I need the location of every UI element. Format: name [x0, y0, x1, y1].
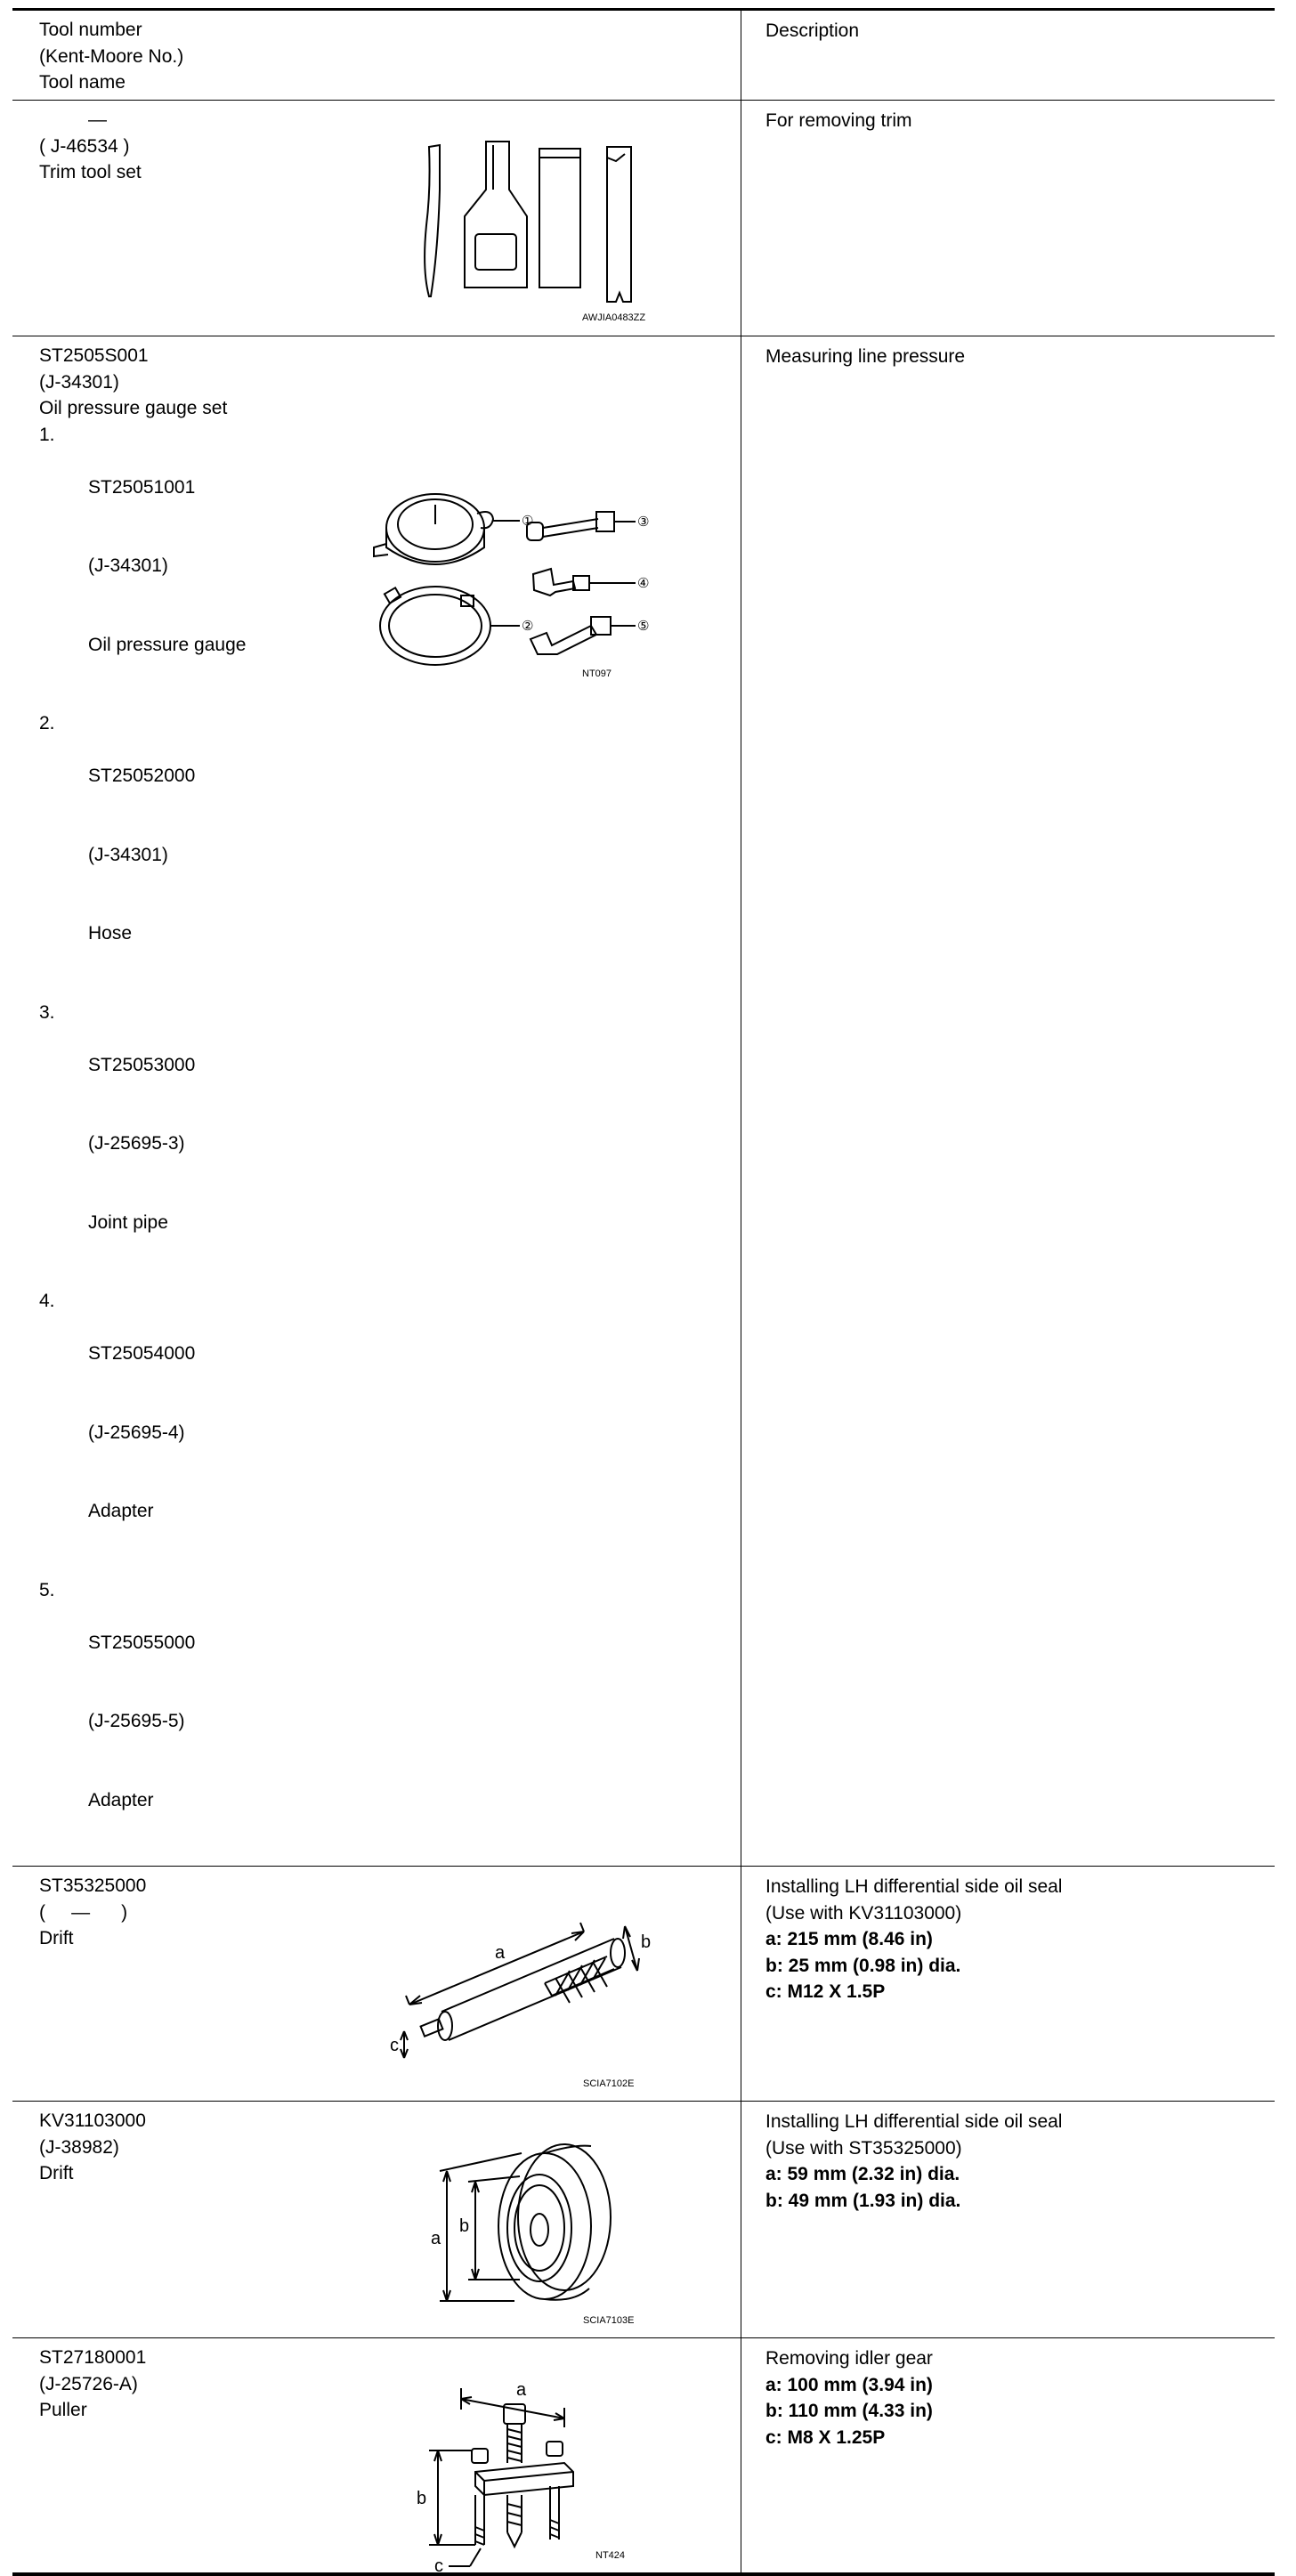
table-row [12, 336, 1275, 1867]
spec-c: c: M12 X 1.5P [765, 1981, 886, 2002]
description-note: (Use with ST35325000) [765, 2137, 962, 2159]
tool-name: Drift [39, 1928, 74, 1948]
table-row [12, 2102, 1275, 2338]
list-item [39, 1000, 741, 1289]
special-service-tools-table [12, 8, 1275, 2576]
description-cell [741, 2102, 1276, 2338]
tool-number: ST2505S001 [39, 345, 149, 366]
oil-pressure-gauge-illustration [369, 492, 707, 685]
figure-code: SCIA7102E [583, 2078, 635, 2089]
part-tool-number: ST25055000 [88, 1632, 196, 1653]
part-kent-moore: (J-34301) [88, 555, 168, 576]
dim-label-b: b [641, 1932, 652, 1952]
trim-tool-illustration [404, 136, 689, 337]
spec-c: c: M8 X 1.25P [765, 2426, 886, 2448]
part-number-index: 3. [39, 1001, 55, 1023]
figure-code: NT424 [595, 2550, 626, 2561]
drift-disc-illustration [431, 2128, 653, 2329]
tool-name: Drift [39, 2163, 74, 2183]
description-text: Measuring line pressure [765, 346, 966, 367]
dim-label-a: a [431, 2229, 441, 2248]
kent-moore-number: ( J-46534 ) [39, 135, 130, 157]
kent-moore-number: (J-38982) [39, 2136, 119, 2158]
callout-5: ⑤ [637, 618, 650, 634]
list-item [39, 1288, 741, 1577]
part-name: Hose [88, 923, 133, 944]
table-header-row [12, 10, 1275, 101]
header-kent-moore: (Kent-Moore No.) [39, 45, 184, 67]
spec-a: a: 100 mm (3.94 in) [765, 2374, 933, 2395]
tool-name: Puller [39, 2400, 87, 2420]
dim-label-a: a [495, 1943, 506, 1963]
tool-cell [12, 336, 741, 1867]
dim-label-b: b [417, 2489, 427, 2508]
description-text: Installing LH differential side oil seal [765, 2111, 1063, 2132]
kent-moore-number: (J-34301) [39, 371, 119, 393]
tool-cell [12, 101, 741, 336]
part-kent-moore: (J-25695-5) [88, 1711, 185, 1731]
list-item [39, 710, 741, 1000]
tool-number: ST27180001 [39, 2347, 147, 2368]
kent-moore-number: (J-25726-A) [39, 2373, 138, 2394]
part-tool-number: ST25052000 [88, 766, 196, 786]
part-number-index: 4. [39, 1291, 55, 1311]
description-text: Removing idler gear [765, 2348, 933, 2369]
list-item [39, 1577, 741, 1867]
tool-name: Trim tool set [39, 162, 142, 182]
drift-illustration [390, 1907, 689, 2090]
figure-code: NT097 [582, 668, 612, 679]
callout-3: ③ [637, 514, 650, 530]
figure-code: AWJIA0483ZZ [582, 312, 646, 323]
tool-cell [12, 2102, 741, 2338]
header-description-cell [741, 10, 1276, 101]
description-cell [741, 1867, 1276, 2102]
part-tool-number: ST25051001 [88, 476, 196, 498]
spec-a: a: 59 mm (2.32 in) dia. [765, 2164, 960, 2184]
description-text: For removing trim [765, 110, 912, 131]
dim-label-c: c [434, 2556, 443, 2576]
description-note: (Use with KV31103000) [765, 1902, 962, 1924]
description-cell [741, 336, 1276, 1867]
callout-4: ④ [637, 575, 650, 591]
dim-label-c: c [390, 2036, 399, 2055]
callout-1: ① [522, 513, 534, 529]
dim-label-a: a [516, 2380, 527, 2400]
tool-cell [12, 2338, 741, 2574]
header-description: Description [765, 20, 860, 41]
part-kent-moore: (J-25695-3) [88, 1133, 185, 1154]
table-row [12, 2338, 1275, 2574]
tool-number: ST35325000 [39, 1875, 147, 1896]
header-tool-name: Tool name [39, 72, 126, 93]
spec-b: b: 49 mm (1.93 in) dia. [765, 2190, 961, 2211]
part-kent-moore: (J-34301) [88, 844, 168, 865]
description-text: Installing LH differential side oil seal [765, 1876, 1063, 1897]
description-cell [741, 2338, 1276, 2574]
part-kent-moore: (J-25695-4) [88, 1422, 185, 1443]
header-tool-number: Tool number [39, 20, 142, 40]
spec-b: b: 110 mm (4.33 in) [765, 2401, 933, 2421]
table-row [12, 1867, 1275, 2102]
dim-label-b: b [459, 2216, 470, 2236]
part-number-index: 1. [39, 424, 55, 445]
figure-code: SCIA7103E [583, 2315, 635, 2326]
part-name: Joint pipe [88, 1211, 168, 1233]
part-tool-number: ST25054000 [88, 1343, 196, 1364]
puller-illustration [417, 2374, 627, 2576]
part-name: Adapter [88, 1789, 154, 1810]
tool-number: KV31103000 [39, 2110, 146, 2131]
description-cell [741, 101, 1276, 336]
tool-name: Oil pressure gauge set [39, 398, 228, 418]
spec-a: a: 215 mm (8.46 in) [765, 1929, 933, 1949]
part-name: Oil pressure gauge [88, 634, 247, 655]
kent-moore-number: ( — ) [39, 1901, 128, 1923]
header-tool-cell [12, 10, 741, 101]
part-name: Adapter [88, 1501, 154, 1521]
table-row [12, 101, 1275, 336]
callout-2: ② [522, 618, 534, 634]
part-number-index: 2. [39, 713, 55, 733]
tool-cell [12, 1867, 741, 2102]
spec-b: b: 25 mm (0.98 in) dia. [765, 1955, 961, 1976]
part-tool-number: ST25053000 [88, 1054, 196, 1075]
part-number-index: 5. [39, 1579, 55, 1600]
tool-number: — [88, 109, 107, 130]
